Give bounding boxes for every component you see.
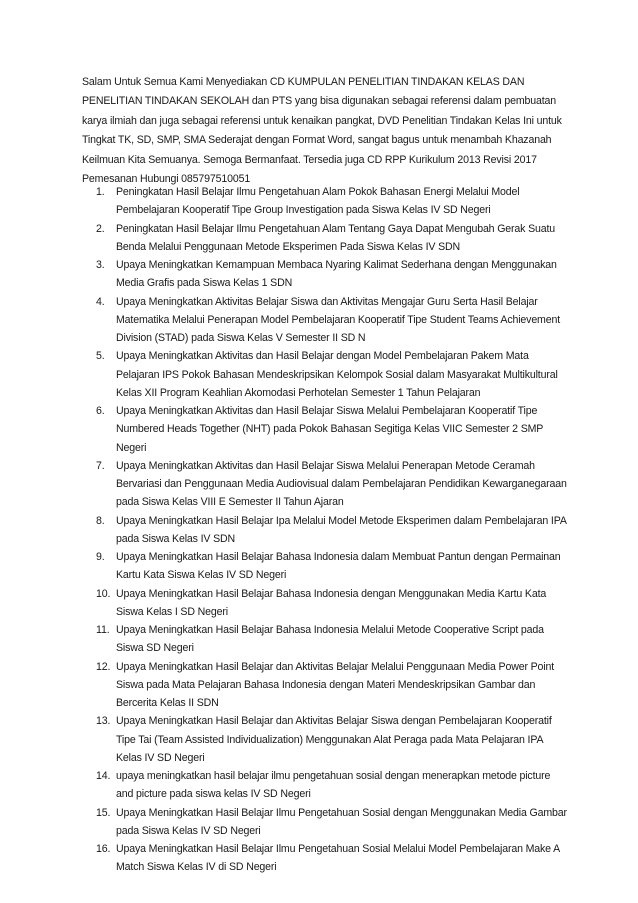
list-item-text: Upaya Meningkatkan Aktivitas dan Hasil Belajar Siswa Melalui Pembelajaran Kooperatif Tipe Numbered Heads Together (NHT) pada Pokok Bahasan Segitiga Kelas VIIC Semester 2 SMP Negeri [116, 405, 544, 454]
list-item-number: 15. [96, 806, 111, 819]
list-item-number: 12. [96, 660, 111, 673]
list-item-text: Upaya Meningkatkan Hasil Belajar Bahasa Indonesia dalam Membuat Pantun dengan Permainan Kartu Kata Siswa Kelas IV SD Negeri [116, 551, 561, 582]
list-item-text: Upaya Meningkatkan Hasil Belajar Bahasa Indonesia dengan Menggunakan Media Kartu Kata Siswa Kelas I SD Negeri [116, 587, 547, 618]
list-item-number: 14. [96, 770, 111, 782]
list-item-number: 11. [96, 624, 110, 636]
list-item [82, 347, 567, 402]
list-item-text: Upaya Meningkatkan Hasil Belajar dan Aktivitas Belajar Siswa dengan Pembelajaran Kooperatif Tipe Tai (Team Assisted Individualization) Menggunakan Alat Peraga pada Mata Pelajaran IPA Kelas IV SD Negeri [116, 715, 552, 764]
list-item [82, 585, 567, 622]
list-item [82, 804, 567, 841]
list-item-text: Upaya Meningkatkan Aktivitas dan Hasil Belajar dengan Model Pembelajaran Pakem Mata Pelajaran IPS Pokok Bahasan Mendeskripsikan Kelompok Sosial dalam Masyarakat Multikultural Kelas XII Program Keahlian Akomodasi Perhotelan Semester 1 Tahun Pelajaran [116, 350, 558, 399]
list-item-text: Upaya Meningkatkan Hasil Belajar dan Aktivitas Belajar Melalui Penggunaan Media Power Point Siswa pada Mata Pelajaran Bahasa Indonesia dengan Materi Mendeskripsikan Gambar dan Bercerita Kelas II SDN [116, 660, 555, 709]
list-item-number: 7. [96, 459, 105, 472]
list-item [82, 658, 567, 713]
list-item [82, 767, 567, 804]
list-item [82, 293, 567, 348]
list-item [82, 402, 567, 457]
list-item [82, 220, 567, 257]
list-item-number: 4. [96, 295, 105, 308]
list-item-text: upaya meningkatkan hasil belajar ilmu pengetahuan sosial dengan menerapkan metode picture and picture pada siswa kelas IV SD Negeri [116, 770, 551, 801]
list-item-number: 6. [96, 405, 105, 417]
list-item-number: 2. [96, 222, 105, 235]
list-item-number: 13. [96, 715, 111, 728]
list-item-text: Upaya Meningkatkan Kemampuan Membaca Nyaring Kalimat Sederhana dengan Menggunakan Media Grafis pada Siswa Kelas 1 SDN [116, 259, 557, 290]
list-item-number: 16. [96, 843, 111, 855]
list-item [82, 621, 567, 658]
list-item [82, 457, 567, 512]
intro-paragraph: Salam Untuk Semua Kami Menyediakan CD KUMPULAN PENELITIAN TINDAKAN KELAS DAN PENELITIAN TINDAKAN SEKOLAH dan PTS yang bisa digunakan sebagai referensi dalam pembuatan karya ilmiah dan juga sebagai referensi untuk kenaikan pangkat, DVD Penelitian Tindakan Kelas Ini untuk Tingkat TK, SD, SMP, SMA Sederajat dengan Format Word, sangat bagus untuk menambah Khazanah Keilmuan Kita Semuanya. Semoga Bermanfaat. Tersedia juga CD RPP Kurikulum 2013 Revisi 2017 Pemesanan Hubungi 085797510051 [82, 76, 562, 186]
list-item-number: 9. [96, 551, 105, 563]
list-item-text: Peningkatan Hasil Belajar Ilmu Pengetahuan Alam Pokok Bahasan Energi Melalui Model Pembelajaran Kooperatif Tipe Group Investigation pada Siswa Kelas IV SD Negeri [116, 186, 520, 217]
list-item-text: Upaya Meningkatkan Aktivitas dan Hasil Belajar Siswa Melalui Penerapan Metode Ceramah Bervariasi dan Penggunaan Media Audiovisual dalam Pembelajaran Pendidikan Kewarganegaraan pada Siswa Kelas VIII E Semester II Tahun Ajaran [116, 459, 567, 509]
list-item [82, 548, 567, 585]
list-item-text: Upaya Meningkatkan Hasil Belajar Ipa Melalui Model Metode Eksperimen dalam Pembelajaran IPA pada Siswa Kelas IV SDN [116, 514, 567, 545]
list-item [82, 512, 567, 549]
list-item-number: 10. [96, 587, 111, 600]
list-item-number: 1. [96, 186, 105, 198]
list-item-number: 5. [96, 350, 105, 363]
list-item-text: Upaya Meningkatkan Hasil Belajar Ilmu Pengetahuan Sosial Melalui Model Pembelajaran Make A Match Siswa Kelas IV di SD Negeri [116, 843, 560, 874]
list-item [82, 840, 567, 877]
list-item [82, 712, 567, 767]
list-item-text: Upaya Meningkatkan Aktivitas Belajar Siswa dan Aktivitas Mengajar Guru Serta Hasil Belajar Matematika Melalui Penerapan Model Pembelajaran Kooperatif Tipe Student Teams Achievement Division (STAD) pada Siswa Kelas V Semester II SD N [116, 295, 561, 344]
list-item-text: Upaya Meningkatkan Hasil Belajar Bahasa Indonesia Melalui Metode Cooperative Script pada Siswa SD Negeri [116, 624, 544, 655]
research-title-list [82, 183, 567, 877]
list-item-text: Peningkatan Hasil Belajar Ilmu Pengetahuan Alam Tentang Gaya Dapat Mengubah Gerak Suatu Benda Melalui Penggunaan Metode Eksperimen Pada Siswa Kelas IV SDN [116, 222, 556, 253]
list-item [82, 256, 567, 293]
list-item [82, 183, 567, 220]
list-item-number: 8. [96, 514, 105, 527]
list-item-text: Upaya Meningkatkan Hasil Belajar Ilmu Pengetahuan Sosial dengan Menggunakan Media Gambar pada Siswa Kelas IV SD Negeri [116, 806, 567, 837]
list-item-number: 3. [96, 259, 105, 271]
